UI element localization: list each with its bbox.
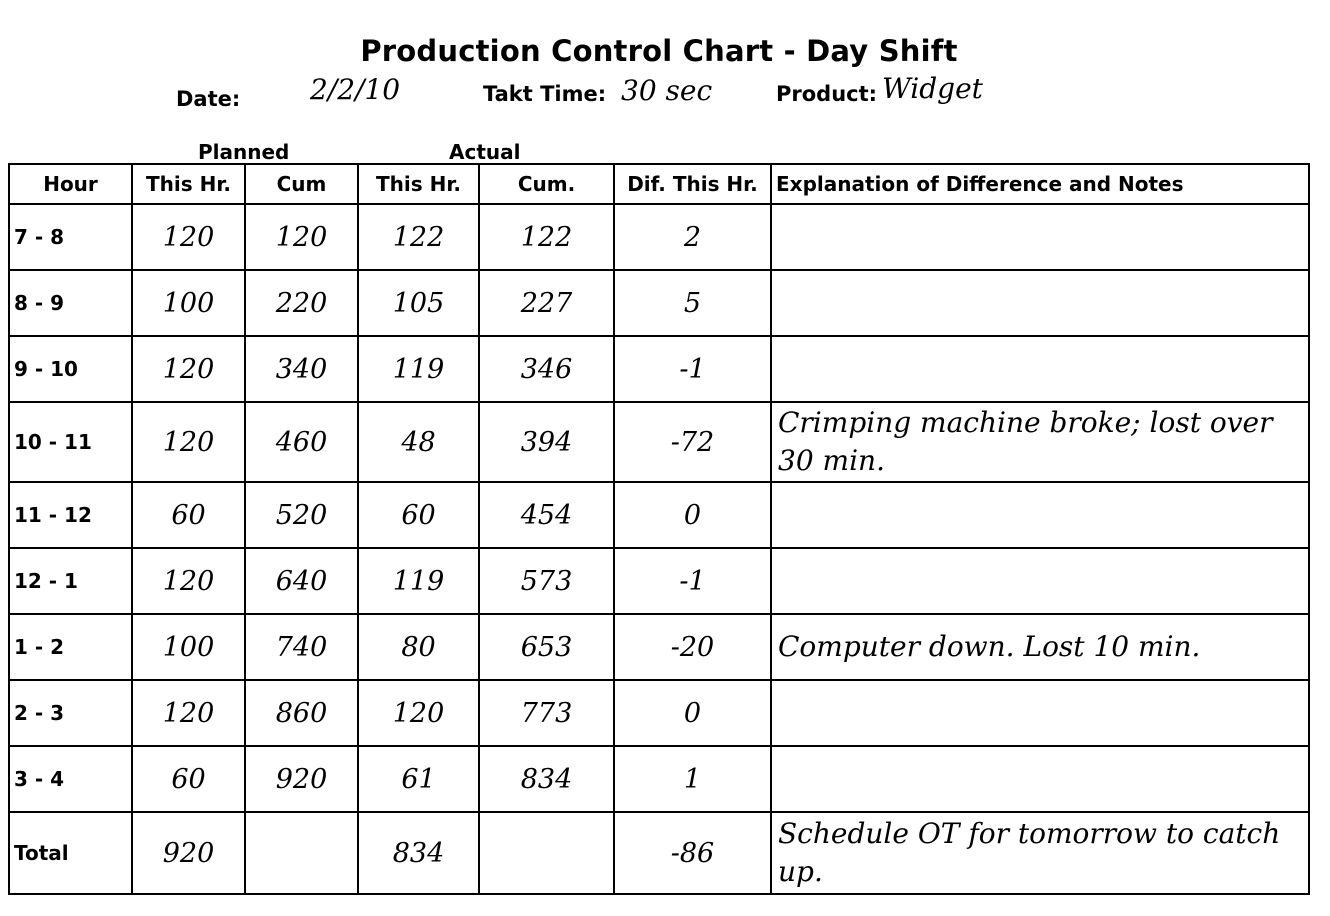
hour-cell: 10 - 11: [9, 402, 132, 482]
actual-cum-cell: 653: [479, 614, 614, 680]
diff-cell: 0: [614, 482, 771, 548]
col-header-actual-this-hr: This Hr.: [358, 164, 479, 204]
date-label: Date:: [176, 87, 241, 111]
table-row: [9, 614, 1309, 680]
notes-cell: [771, 482, 1309, 548]
actual-cum-cell: 773: [479, 680, 614, 746]
planned-cum-cell: 520: [245, 482, 358, 548]
table-row: [9, 204, 1309, 270]
hour-cell: 1 - 2: [9, 614, 132, 680]
actual-cum-cell: 122: [479, 204, 614, 270]
chart-title: Production Control Chart - Day Shift: [360, 34, 958, 68]
planned-cum-cell: 740: [245, 614, 358, 680]
planned-this-hr-cell: 120: [132, 402, 245, 482]
diff-cell: -1: [614, 336, 771, 402]
notes-cell: [771, 746, 1309, 812]
col-header-planned-cum: Cum: [245, 164, 358, 204]
hour-cell: 12 - 1: [9, 548, 132, 614]
date-value: 2/2/10: [310, 73, 401, 106]
table-row: [9, 746, 1309, 812]
table-row: [9, 336, 1309, 402]
actual-this-hr-cell: 80: [358, 614, 479, 680]
takt-time-value: 30 sec: [621, 74, 713, 107]
planned-cum-cell: 860: [245, 680, 358, 746]
diff-cell: 0: [614, 680, 771, 746]
col-header-actual-cum: Cum.: [479, 164, 614, 204]
planned-this-hr-cell: 120: [132, 680, 245, 746]
product-label: Product:: [776, 82, 878, 106]
actual-this-hr-cell: 119: [358, 548, 479, 614]
total-notes: Schedule OT for tomorrow to catch up.: [771, 812, 1309, 894]
actual-this-hr-cell: 122: [358, 204, 479, 270]
notes-cell: [771, 204, 1309, 270]
planned-this-hr-cell: 60: [132, 482, 245, 548]
total-planned-this-hr: 920: [132, 812, 245, 894]
hour-cell: 8 - 9: [9, 270, 132, 336]
hour-cell: 2 - 3: [9, 680, 132, 746]
actual-cum-cell: 227: [479, 270, 614, 336]
total-diff: -86: [614, 812, 771, 894]
notes-cell: [771, 548, 1309, 614]
actual-this-hr-cell: 61: [358, 746, 479, 812]
diff-cell: 1: [614, 746, 771, 812]
col-header-planned-this-hr: This Hr.: [132, 164, 245, 204]
actual-cum-cell: 573: [479, 548, 614, 614]
actual-cum-cell: 454: [479, 482, 614, 548]
hour-cell: 11 - 12: [9, 482, 132, 548]
actual-cum-cell: 346: [479, 336, 614, 402]
col-header-diff: Dif. This Hr.: [614, 164, 771, 204]
diff-cell: 2: [614, 204, 771, 270]
planned-cum-cell: 120: [245, 204, 358, 270]
actual-this-hr-cell: 48: [358, 402, 479, 482]
notes-cell: Computer down. Lost 10 min.: [771, 614, 1309, 680]
notes-cell: [771, 336, 1309, 402]
diff-cell: -1: [614, 548, 771, 614]
hour-cell: 3 - 4: [9, 746, 132, 812]
total-row: [9, 812, 1309, 894]
table-row: [9, 482, 1309, 548]
planned-cum-cell: 920: [245, 746, 358, 812]
planned-this-hr-cell: 60: [132, 746, 245, 812]
planned-cum-cell: 220: [245, 270, 358, 336]
table-row: [9, 680, 1309, 746]
actual-this-hr-cell: 105: [358, 270, 479, 336]
planned-cum-cell: 640: [245, 548, 358, 614]
planned-cum-cell: 340: [245, 336, 358, 402]
planned-this-hr-cell: 120: [132, 204, 245, 270]
total-actual-cum: [479, 812, 614, 894]
actual-this-hr-cell: 120: [358, 680, 479, 746]
notes-cell: [771, 270, 1309, 336]
actual-cum-cell: 834: [479, 746, 614, 812]
takt-time-label: Takt Time:: [483, 82, 607, 106]
actual-cum-cell: 394: [479, 402, 614, 482]
col-header-notes: Explanation of Difference and Notes: [771, 164, 1309, 204]
actual-this-hr-cell: 119: [358, 336, 479, 402]
hour-cell: 9 - 10: [9, 336, 132, 402]
diff-cell: 5: [614, 270, 771, 336]
table-row: [9, 402, 1309, 482]
planned-this-hr-cell: 100: [132, 614, 245, 680]
total-label: Total: [9, 812, 132, 894]
planned-this-hr-cell: 120: [132, 336, 245, 402]
header-row: [9, 164, 1309, 204]
diff-cell: -20: [614, 614, 771, 680]
col-header-hour: Hour: [9, 164, 132, 204]
planned-group-label: Planned: [198, 140, 290, 164]
actual-this-hr-cell: 60: [358, 482, 479, 548]
diff-cell: -72: [614, 402, 771, 482]
planned-this-hr-cell: 100: [132, 270, 245, 336]
total-actual-this-hr: 834: [358, 812, 479, 894]
product-value: Widget: [882, 72, 983, 105]
hour-cell: 7 - 8: [9, 204, 132, 270]
actual-group-label: Actual: [449, 140, 521, 164]
production-table: [8, 163, 1310, 895]
planned-this-hr-cell: 120: [132, 548, 245, 614]
table-row: [9, 548, 1309, 614]
total-planned-cum: [245, 812, 358, 894]
notes-cell: [771, 680, 1309, 746]
planned-cum-cell: 460: [245, 402, 358, 482]
table-row: [9, 270, 1309, 336]
notes-cell: Crimping machine broke; lost over 30 min.: [771, 402, 1309, 482]
